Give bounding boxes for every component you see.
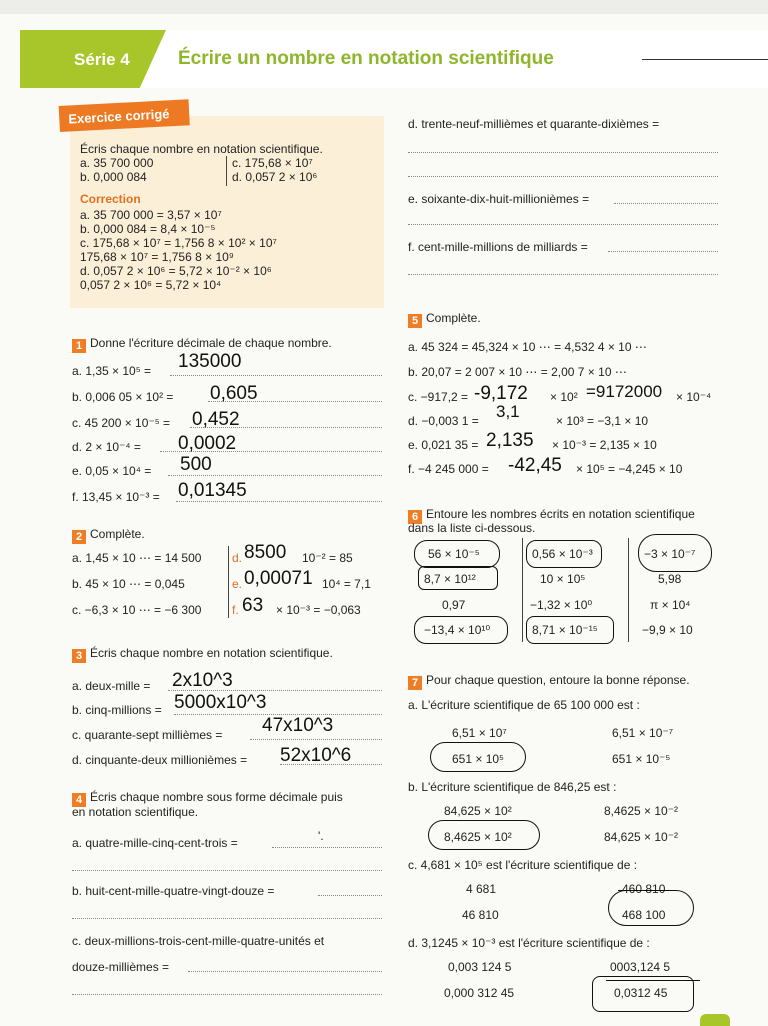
right-item-f: f. cent-mille-millions de milliards =: [408, 240, 588, 254]
title-rule: [642, 59, 768, 60]
ex2-answer-e: 0,00071: [244, 568, 313, 589]
ex1-answer-c: 0,452: [192, 409, 240, 430]
ex6-cell: 0,97: [442, 598, 466, 612]
answer-line: [318, 895, 382, 896]
correction-line: c. 175,68 × 10⁷ = 1,756 8 × 10² × 10⁷: [80, 236, 277, 250]
corrected-item-c: c. 175,68 × 10⁷: [232, 156, 313, 170]
ex2-suffix-e: 10⁴ = 7,1: [322, 577, 371, 591]
ex3-item-d: d. cinquante-deux millionièmes =: [72, 753, 248, 767]
corrected-item-b: b. 0,000 084: [80, 170, 147, 184]
pen-circle: [418, 566, 498, 590]
ex4-item-c: c. deux-millions-trois-cent-mille-quatre-unités et: [72, 934, 325, 948]
ex4-item-a: a. quatre-mille-cinq-cent-trois =: [72, 836, 238, 850]
ex7-question-c: c. 4,681 × 10⁵ est l'écriture scientifique de :: [408, 858, 638, 872]
ex6-title-2: dans la liste ci-dessous.: [408, 521, 536, 535]
right-item-e: e. soixante-dix-huit-millionièmes =: [408, 192, 590, 206]
ex5-line-f: f. −4 245 000 =: [408, 462, 489, 476]
ex6-title: 6 Entoure les nombres écrits en notation scientifique: [408, 507, 695, 524]
pen-circle: [526, 616, 614, 644]
ex6-cell: 5,98: [658, 572, 682, 586]
ex7-option: 0,000 312 45: [444, 986, 515, 1000]
correction-line: d. 0,057 2 × 10⁶ = 5,72 × 10⁻² × 10⁶: [80, 264, 272, 278]
ex7-option: 651 × 10⁵: [452, 752, 505, 766]
page-title: Écrire un nombre en notation scientifique: [178, 48, 554, 69]
ex2-suffix-f: × 10⁻³ = −0,063: [276, 603, 361, 617]
ex7-option: 8,4625 × 10⁻²: [604, 804, 679, 818]
ex7-option: 84,625 × 10²: [444, 804, 512, 818]
ex1-item-e: e. 0,05 × 10⁴ =: [72, 464, 152, 478]
correction-label: Correction: [80, 192, 141, 206]
ex7-title: 7 Pour chaque question, entoure la bonne réponse.: [408, 673, 690, 690]
ex7-option: 84,625 × 10⁻²: [604, 830, 679, 844]
ex7-option: 468 100: [622, 908, 666, 922]
ex5-right-d: × 10³ = −3,1 × 10: [556, 414, 649, 428]
ex5-mid-c: × 10²: [550, 390, 578, 404]
ex6-cell: 8,7 × 10¹²: [424, 572, 476, 586]
ex4-title: 4 Écris chaque nombre sous forme décimale puis: [72, 790, 343, 807]
ex7-option: 651 × 10⁻⁵: [612, 752, 671, 766]
ex6-divider: [522, 538, 523, 642]
ex2-item-a: a. 1,45 × 10 ⋯ = 14 500: [72, 551, 202, 565]
corrected-divider: [226, 156, 227, 186]
corrected-item-a: a. 35 700 000: [80, 156, 154, 170]
ex2-divider: [228, 546, 229, 618]
answer-line: [188, 971, 382, 972]
ex6-cell: 0,56 × 10⁻³: [532, 547, 593, 561]
pen-circle: [414, 616, 508, 644]
ex2-prefix-e: e.: [232, 577, 243, 591]
ex7-option: 8,4625 × 10²: [444, 830, 512, 844]
corrected-instruction: Écris chaque nombre en notation scientifique.: [80, 142, 323, 156]
ex5-answer-d: 3,1: [496, 402, 520, 421]
ex5-line-b: b. 20,07 = 2 007 × 10 ⋯ = 2,00 7 × 10 ⋯: [408, 365, 627, 379]
pen-circle: [428, 820, 540, 850]
ex5-line-a: a. 45 324 = 45,324 × 10 ⋯ = 4,532 4 × 10 ⋯: [408, 340, 647, 354]
answer-line: [408, 176, 718, 177]
ex3-title: 3 Écris chaque nombre en notation scientifique.: [72, 646, 333, 663]
ex3-answer-b: 5000x10^3: [174, 692, 267, 713]
ex7-option: 4 681: [466, 882, 497, 896]
ex7-option: 0,0312 45: [614, 986, 668, 1000]
ex2-answer-d: 8500: [244, 542, 287, 563]
ex5-answer-f: -42,45: [508, 455, 562, 476]
ex2-title: 2 Complète.: [72, 527, 145, 544]
ex6-cell: 10 × 10⁵: [540, 572, 586, 586]
ex7-option: 46 810: [462, 908, 499, 922]
answer-line: [408, 152, 718, 153]
ex6-cell: −1,32 × 10⁰: [530, 598, 593, 612]
ex1-answer-e: 500: [180, 454, 212, 475]
top-strip: [0, 0, 768, 14]
answer-line: [250, 739, 382, 740]
right-item-d: d. trente-neuf-millièmes et quarante-dixièmes =: [408, 117, 660, 131]
ex3-answer-a: 2x10^3: [172, 670, 233, 691]
ex3-answer-c: 47x10^3: [262, 715, 334, 736]
ex4-title-2: en notation scientifique.: [72, 805, 199, 819]
ex2-prefix-d: d.: [232, 551, 243, 565]
ex5-title: 5 Complète.: [408, 311, 481, 328]
serie-label: Série 4: [74, 50, 130, 69]
ex6-cell: π × 10⁴: [650, 598, 691, 612]
ex4-item-c-2: douze-millièmes =: [72, 960, 170, 974]
ex3-item-a: a. deux-mille =: [72, 679, 151, 693]
ex3-item-b: b. cinq-millions =: [72, 703, 162, 717]
ex1-title: 1 Donne l'écriture décimale de chaque nombre.: [72, 336, 332, 353]
ex6-cell: 56 × 10⁻⁵: [428, 547, 480, 561]
ex1-item-f: f. 13,45 × 10⁻³ =: [72, 490, 160, 504]
page-corner-tab: [700, 1014, 730, 1026]
ex6-cell: −13,4 × 10¹⁰: [424, 623, 491, 637]
ex2-answer-f: 63: [242, 595, 264, 616]
pen-circle: [592, 976, 694, 1012]
answer-line: [608, 251, 718, 252]
ex5-right-c: × 10⁻⁴: [676, 390, 712, 404]
answer-line: [408, 274, 718, 275]
answer-line: [72, 994, 382, 995]
ex3-item-c: c. quarante-sept millièmes =: [72, 728, 223, 742]
ex3-answer-d: 52x10^6: [280, 745, 352, 766]
ex1-item-b: b. 0,006 05 × 10² =: [72, 390, 174, 404]
answer-line: [272, 847, 382, 848]
ex2-item-b: b. 45 × 10 ⋯ = 0,045: [72, 577, 185, 591]
ex5-line-d: d. −0,003 1 =: [408, 414, 479, 428]
ex5-right-e: × 10⁻³ = 2,135 × 10: [552, 438, 657, 452]
pen-circle: [414, 540, 500, 568]
ex4-mark: '.: [318, 829, 324, 843]
ex7-option: 6,51 × 10⁻⁷: [612, 726, 674, 740]
ex1-answer-b: 0,605: [210, 383, 258, 404]
ex2-suffix-d: 10⁻² = 85: [302, 551, 353, 565]
answer-line: [176, 501, 382, 502]
ex1-answer-d: 0,0002: [178, 433, 237, 454]
correction-line: 0,057 2 × 10⁶ = 5,72 × 10⁴: [80, 278, 222, 292]
ex7-question-d: d. 3,1245 × 10⁻³ est l'écriture scientifique de :: [408, 936, 650, 950]
ex5-answer-c2: =9172000: [586, 382, 663, 401]
ex5-answer-e: 2,135: [486, 430, 534, 451]
pen-circle: [430, 742, 526, 772]
ex2-prefix-f: f.: [232, 603, 239, 617]
ex2-item-c: c. −6,3 × 10 ⋯ = −6 300: [72, 603, 202, 617]
ex5-answer-c: -9,172: [474, 383, 528, 404]
correction-line: b. 0,000 084 = 8,4 × 10⁻⁵: [80, 222, 216, 236]
ex5-line-c: c. −917,2 =: [408, 390, 469, 404]
ex7-question-a: a. L'écriture scientifique de 65 100 000 est :: [408, 698, 640, 712]
ex6-cell: −3 × 10⁻⁷: [644, 547, 696, 561]
ex6-cell: 8,71 × 10⁻¹⁵: [532, 623, 598, 637]
pen-circle: [526, 540, 602, 568]
pen-circle: [608, 890, 694, 926]
ex1-item-d: d. 2 × 10⁻⁴ =: [72, 440, 141, 454]
ex7-option: 0,003 124 5: [448, 960, 512, 974]
answer-line: [168, 475, 382, 476]
ex1-answer-a: 135000: [178, 351, 242, 372]
ex1-item-a: a. 1,35 × 10⁵ =: [72, 364, 152, 378]
correction-line: a. 35 700 000 = 3,57 × 10⁷: [80, 208, 222, 222]
answer-line: [170, 375, 382, 376]
ex5-line-e: e. 0,021 35 =: [408, 438, 479, 452]
ex7-question-b: b. L'écriture scientifique de 846,25 est :: [408, 780, 617, 794]
ex7-option: 460 810: [622, 882, 666, 896]
ex6-cell: −9,9 × 10: [642, 623, 693, 637]
pen-circle: [638, 534, 712, 572]
ex6-divider: [628, 538, 629, 642]
answer-line: [72, 870, 382, 871]
corrected-exercise-tag: Exercice corrigé: [59, 99, 190, 132]
answer-line: [72, 918, 382, 919]
ex4-item-b: b. huit-cent-mille-quatre-vingt-douze =: [72, 884, 275, 898]
corrected-item-d: d. 0,057 2 × 10⁶: [232, 170, 318, 184]
ex5-right-f: × 10⁵ = −4,245 × 10: [576, 462, 683, 476]
ex1-answer-f: 0,01345: [178, 480, 247, 501]
correction-line: 175,68 × 10⁷ = 1,756 8 × 10⁹: [80, 250, 234, 264]
answer-line: [614, 203, 718, 204]
answer-line: [408, 224, 718, 225]
ex7-option: 0003,124 5: [610, 960, 671, 974]
ex1-item-c: c. 45 200 × 10⁻⁵ =: [72, 416, 171, 430]
ex7-option: 6,51 × 10⁷: [452, 726, 507, 740]
